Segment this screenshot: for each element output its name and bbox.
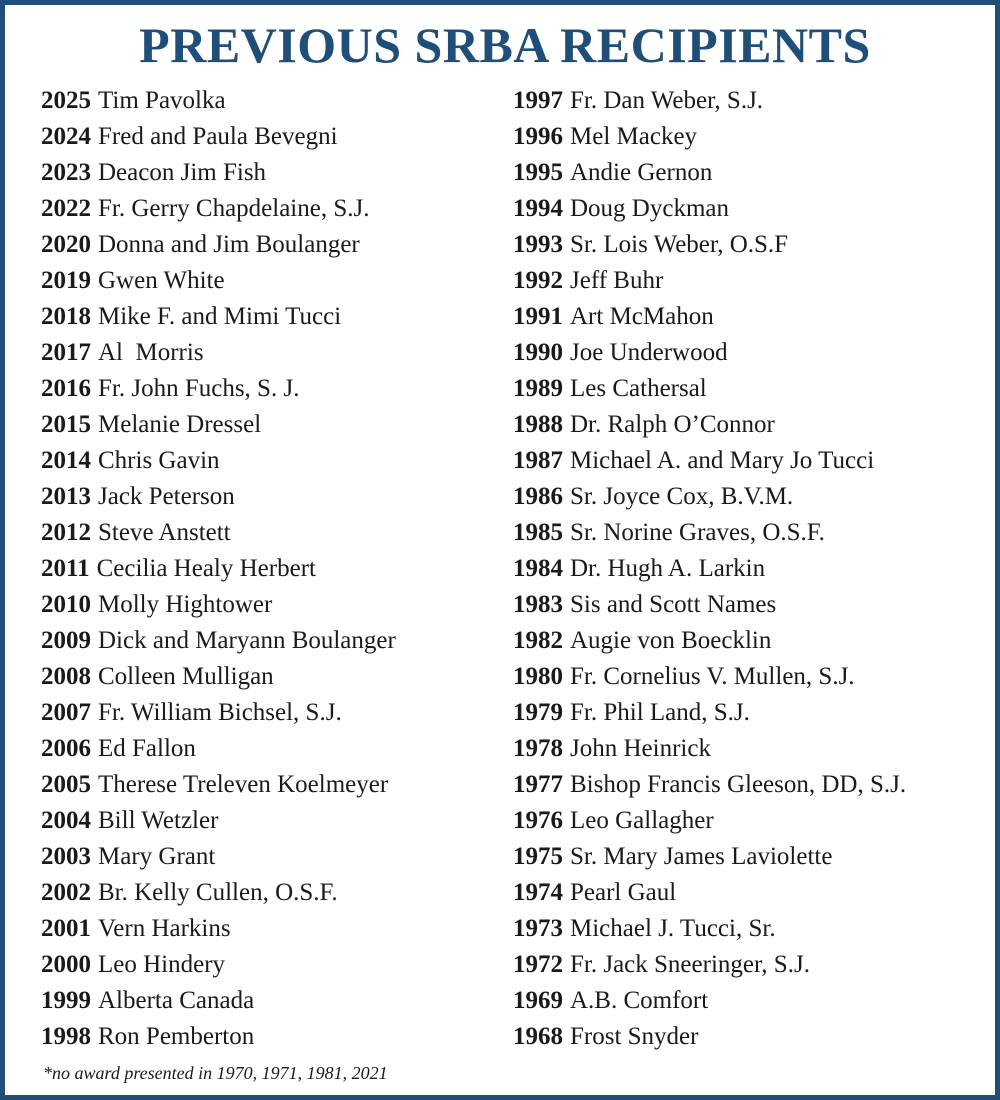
recipient-year: 1969 [513,987,563,1014]
recipient-year: 2007 [41,699,91,726]
recipient-row [513,83,983,119]
recipient-row [513,119,983,155]
recipient-name: Fr. Cornelius V. Mullen, S.J. [570,663,855,690]
recipient-name: Bill Wetzler [98,807,219,834]
recipient-year: 2016 [41,375,91,402]
recipient-name: Ed Fallon [98,735,196,762]
recipient-name: Augie von Boecklin [570,627,772,654]
recipient-row [41,875,501,911]
recipient-year: 2024 [41,123,91,150]
recipient-year: 2004 [41,807,91,834]
recipient-row [513,1019,983,1055]
recipient-name: Vern Harkins [98,915,231,942]
recipient-year: 2008 [41,663,91,690]
recipient-year: 1977 [513,771,563,798]
recipient-name: Br. Kelly Cullen, O.S.F. [98,879,338,906]
recipient-row [513,947,983,983]
recipient-name: Joe Underwood [570,339,728,366]
recipient-year: 2001 [41,915,91,942]
recipient-name: Leo Hindery [98,951,226,978]
recipient-year: 2003 [41,843,91,870]
recipient-name: Dr. Hugh A. Larkin [570,555,766,582]
recipient-year: 2002 [41,879,91,906]
recipient-name: John Heinrick [570,735,711,762]
recipient-name: Alberta Canada [98,987,255,1014]
recipient-row [41,191,501,227]
recipient-year: 2017 [41,339,91,366]
recipient-row [41,623,501,659]
recipient-year: 1985 [513,519,563,546]
recipient-year: 2000 [41,951,91,978]
recipients-list-left [41,83,501,1055]
recipient-row [513,911,983,947]
recipient-name: Fr. Phil Land, S.J. [570,699,750,726]
recipient-year: 1995 [513,159,563,186]
footnote: *no award presented in 1970, 1971, 1981, 2021 [43,1063,388,1083]
recipient-row [513,767,983,803]
recipient-row [41,947,501,983]
recipient-name: Andie Gernon [570,159,713,186]
recipient-name: Michael J. Tucci, Sr. [570,915,776,942]
recipient-year: 1979 [513,699,563,726]
recipient-year: 1990 [513,339,563,366]
recipient-name: Sr. Mary James Laviolette [570,843,833,870]
recipient-name: Fr. Jack Sneeringer, S.J. [570,951,810,978]
recipient-year: 2005 [41,771,91,798]
recipient-name: Al Morris [98,339,204,366]
recipient-row [513,587,983,623]
recipient-name: Fred and Paula Bevegni [98,123,338,150]
recipient-year: 2018 [41,303,91,330]
recipient-name: Jeff Buhr [570,267,664,294]
recipient-row [41,731,501,767]
recipient-year: 2012 [41,519,91,546]
recipient-row [41,83,501,119]
recipient-name: Jack Peterson [98,483,235,510]
recipient-row [41,371,501,407]
recipient-year: 2015 [41,411,91,438]
recipient-year: 2011 [41,555,90,582]
recipient-name: Fr. John Fuchs, S. J. [98,375,300,402]
recipient-row [513,731,983,767]
recipient-name: Therese Treleven Koelmeyer [98,771,389,798]
recipient-name: Ron Pemberton [98,1023,255,1050]
recipient-name: Les Cathersal [570,375,707,402]
recipient-row [41,587,501,623]
recipient-row [41,1019,501,1055]
recipient-row [41,155,501,191]
recipient-name: Michael A. and Mary Jo Tucci [570,447,875,474]
recipient-name: Mike F. and Mimi Tucci [98,303,342,330]
recipient-name: Fr. William Bichsel, S.J. [98,699,342,726]
recipient-row [513,191,983,227]
recipient-year: 1993 [513,231,563,258]
recipient-name: Pearl Gaul [570,879,677,906]
recipient-name: Art McMahon [570,303,714,330]
recipient-name: Deacon Jim Fish [98,159,267,186]
recipient-row [41,515,501,551]
recipient-row [513,659,983,695]
recipient-name: Sr. Joyce Cox, B.V.M. [570,483,794,510]
recipient-row [41,659,501,695]
recipient-row [513,335,983,371]
recipient-row [513,551,983,587]
recipient-year: 1986 [513,483,563,510]
recipient-name: Sr. Lois Weber, O.S.F [570,231,789,258]
recipient-year: 2006 [41,735,91,762]
recipient-name: Gwen White [98,267,225,294]
recipient-year: 1987 [513,447,563,474]
recipient-row [513,299,983,335]
recipient-year: 1982 [513,627,563,654]
recipient-name: Sr. Norine Graves, O.S.F. [570,519,825,546]
recipient-row [41,443,501,479]
recipient-row [513,983,983,1019]
recipient-name: A.B. Comfort [570,987,709,1014]
recipient-year: 1972 [513,951,563,978]
recipient-row [41,551,501,587]
recipient-name: Sis and Scott Names [570,591,777,618]
recipient-year: 1980 [513,663,563,690]
recipient-year: 1991 [513,303,563,330]
recipient-year: 1974 [513,879,563,906]
recipient-row [513,371,983,407]
recipient-row [41,407,501,443]
recipient-name: Doug Dyckman [570,195,729,222]
recipient-name: Melanie Dressel [98,411,262,438]
recipient-name: Frost Snyder [570,1023,699,1050]
recipient-name: Mel Mackey [570,123,698,150]
recipient-year: 2019 [41,267,91,294]
recipient-year: 1998 [41,1023,91,1050]
recipient-row [41,767,501,803]
recipient-year: 1984 [513,555,563,582]
recipient-row [513,623,983,659]
recipient-row [41,839,501,875]
recipient-row [513,407,983,443]
recipient-name: Cecilia Healy Herbert [96,555,316,582]
recipient-year: 2025 [41,87,91,114]
recipient-name: Fr. Gerry Chapdelaine, S.J. [98,195,370,222]
recipient-name: Colleen Mulligan [98,663,274,690]
recipient-row [41,695,501,731]
recipient-name: Tim Pavolka [98,87,226,114]
recipient-name: Donna and Jim Boulanger [98,231,360,258]
recipient-row [41,479,501,515]
recipient-year: 2022 [41,195,91,222]
recipient-row [513,695,983,731]
page-title: PREVIOUS SRBA RECIPIENTS [139,17,871,73]
recipient-name: Bishop Francis Gleeson, DD, S.J. [570,771,907,798]
recipient-row [513,155,983,191]
recipient-year: 1968 [513,1023,563,1050]
recipient-row [513,839,983,875]
recipient-name: Chris Gavin [98,447,220,474]
recipient-year: 1992 [513,267,563,294]
recipient-row [41,119,501,155]
recipient-year: 2020 [41,231,91,258]
recipient-year: 1996 [513,123,563,150]
recipient-name: Dick and Maryann Boulanger [98,627,396,654]
recipient-year: 1988 [513,411,563,438]
recipient-row [513,443,983,479]
recipient-year: 2010 [41,591,91,618]
recipient-year: 1994 [513,195,563,222]
recipient-row [41,335,501,371]
recipient-year: 1975 [513,843,563,870]
recipient-row [513,515,983,551]
recipient-row [41,911,501,947]
recipient-name: Mary Grant [98,843,216,870]
recipient-row [513,227,983,263]
recipient-row [41,227,501,263]
recipient-row [513,479,983,515]
recipient-name: Leo Gallagher [570,807,714,834]
recipient-year: 1978 [513,735,563,762]
recipient-row [513,803,983,839]
recipient-name: Steve Anstett [98,519,231,546]
recipient-year: 1973 [513,915,563,942]
recipient-year: 2013 [41,483,91,510]
recipient-row [41,803,501,839]
recipient-year: 1989 [513,375,563,402]
recipient-year: 2009 [41,627,91,654]
recipient-name: Fr. Dan Weber, S.J. [570,87,764,114]
recipient-row [41,263,501,299]
recipient-year: 2014 [41,447,91,474]
recipient-row [41,983,501,1019]
recipient-year: 1997 [513,87,563,114]
recipient-row [513,263,983,299]
recipient-year: 1976 [513,807,563,834]
recipient-year: 1983 [513,591,563,618]
recipient-name: Dr. Ralph O’Connor [570,411,775,438]
recipients-list-right [513,83,983,1055]
recipient-row [513,875,983,911]
recipient-year: 1999 [41,987,91,1014]
recipient-name: Molly Hightower [98,591,273,618]
recipient-year: 2023 [41,159,91,186]
recipient-row [41,299,501,335]
